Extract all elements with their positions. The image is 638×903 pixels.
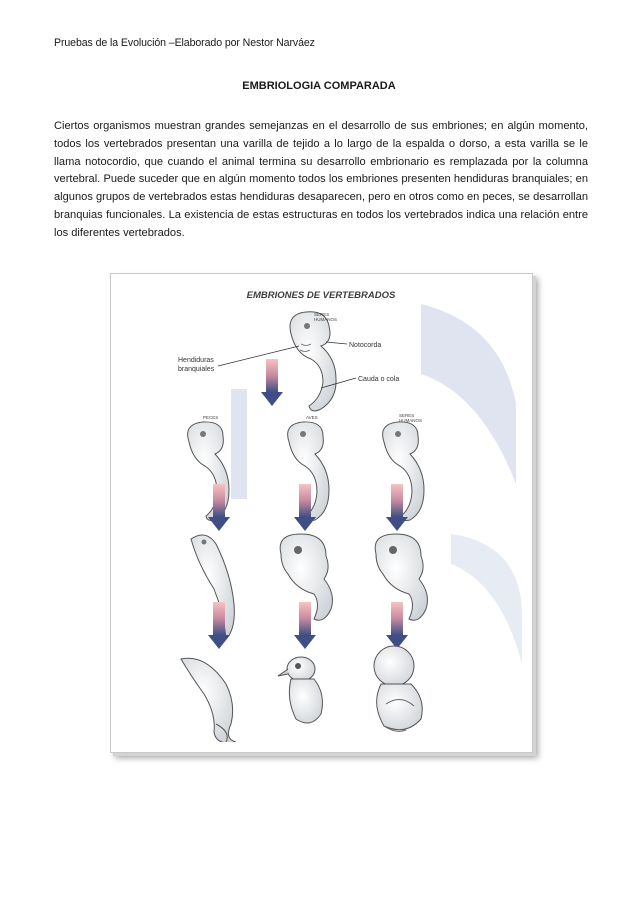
label-hendiduras-2: branquiales [178, 366, 215, 373]
label-top-seres: SERES [314, 312, 330, 317]
label-top-humanos: HUMANOS [314, 317, 338, 322]
figure-title: EMBRIONES DE VERTEBRADOS [246, 290, 396, 301]
page-header: Pruebas de la Evolución –Elaborado por Nestor Narváez [54, 37, 315, 49]
embryo-aves-row4 [278, 657, 322, 723]
pointer-notocorda [326, 342, 347, 344]
pointer-hendiduras [218, 346, 299, 366]
label-notocorda: Notocorda [349, 342, 382, 349]
embryo-humanos-row4 [374, 646, 422, 731]
watermark-shape-2 [451, 534, 522, 664]
embryo-peces-row4 [181, 658, 236, 742]
col-label-humanos-2: HUMANOS [399, 418, 423, 423]
arrow-row2-humanos [386, 484, 408, 531]
col-label-humanos-1: SERES [399, 413, 415, 418]
embryo-diagram [121, 284, 522, 742]
arrow-top [261, 359, 283, 406]
col-label-aves: AVES [306, 415, 318, 420]
embryo-top [290, 312, 336, 411]
arrow-row3-humanos [386, 602, 408, 649]
label-cauda: Cauda o cola [358, 376, 400, 383]
watermark-bar [231, 389, 247, 499]
label-hendiduras-1: Hendiduras [178, 357, 214, 364]
body-paragraph: Ciertos organismos muestran grandes semejanzas en el desarrollo de sus embriones; en algún momento, todos los vertebrados presentan una varilla de tejido a lo largo de la espalda o dorso, a esta varilla se le llama notocordio, que cuando el animal termina su desarrollo embrionario es remplazada por la columna vertebral. Puede suceder que en algún momento todos los embriones presenten hendiduras branquiales; en algunos grupos de vertebrados estas hendiduras desaparecen, pero en otros como en peces, se desarrollan branquias funcionales. La existencia de estas estructuras en todos los vertebrados indica una relación entre los diferentes vertebrados. [54, 120, 588, 239]
embryo-figure-image [121, 284, 522, 742]
watermark-shape [421, 304, 516, 484]
embryo-humanos-row2 [383, 422, 424, 521]
arrow-row3-aves [294, 602, 316, 649]
embryo-figure [110, 273, 533, 753]
page-title: EMBRIOLOGIA COMPARADA [242, 80, 396, 92]
col-label-peces: PECES [203, 415, 219, 420]
embryo-peces-row3 [191, 535, 234, 639]
